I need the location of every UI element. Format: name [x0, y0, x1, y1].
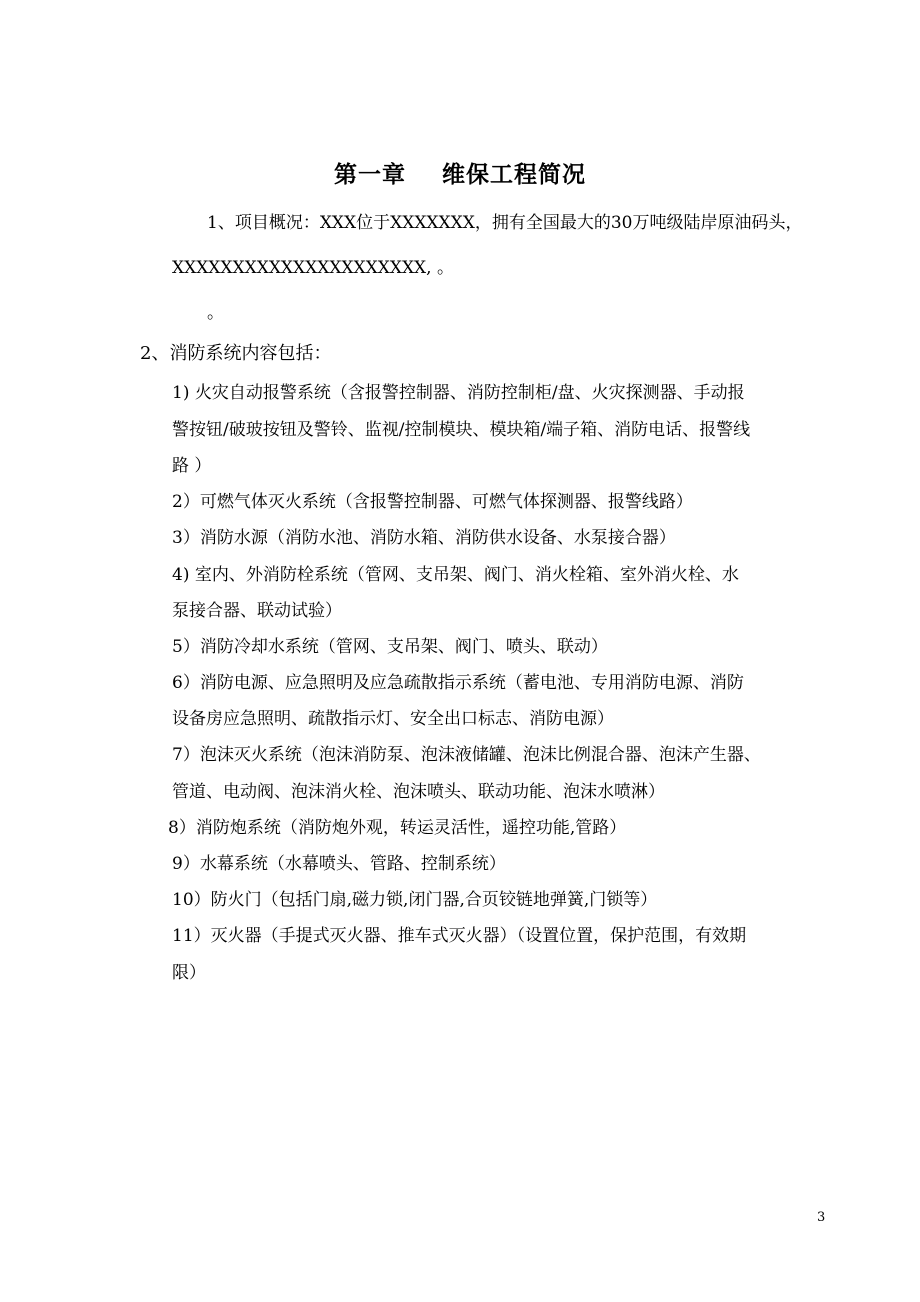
list-line: 限） [172, 963, 206, 983]
overview-line-1: 1、项目概况：XXX位于XXXXXXX，拥有全国最大的30万吨级陆岸原油码头， [207, 213, 803, 233]
list-line: 路 ） [172, 456, 212, 476]
list-line: 管道、电动阀、泡沫消火栓、泡沫喷头、联动功能、泡沫水喷淋） [172, 782, 665, 802]
overview-line-2: XXXXXXXXXXXXXXXXXXXXX, 。 [172, 258, 454, 278]
page-number: 3 [817, 1210, 826, 1225]
list-line: 6）消防电源、应急照明及应急疏散指示系统（蓄电池、专用消防电源、消防 [172, 673, 744, 693]
list-line: 10）防火门（包括门扇,磁力锁,闭门器,合页铰链地弹簧,门锁等） [172, 890, 658, 910]
list-line: 3）消防水源（消防水池、消防水箱、消防供水设备、水泵接合器） [172, 528, 676, 548]
list-line: 7）泡沫灭火系统（泡沫消防泵、泡沫液储罐、泡沫比例混合器、泡沫产生器、 [172, 745, 761, 765]
list-line: 4) 室内、外消防栓系统（管网、支吊架、阀门、消火栓箱、室外消火栓、水 [172, 565, 739, 585]
list-line: 警按钮/破玻按钮及警铃、监视/控制模块、模块箱/端子箱、消防电话、报警线 [172, 420, 751, 440]
overview-line-3: 。 [207, 303, 224, 323]
list-line: 5）消防冷却水系统（管网、支吊架、阀门、喷头、联动） [172, 637, 608, 657]
chapter-title: 第一章 维保工程简况 [333, 161, 587, 188]
list-line: 11）灭火器（手提式灭火器、推车式灭火器）（设置位置，保护范围，有效期 [172, 926, 747, 946]
list-line: 泵接合器、联动试验） [172, 601, 342, 621]
list-line: 2）可燃气体灭火系统（含报警控制器、可燃气体探测器、报警线路） [172, 492, 693, 512]
section-heading: 2、消防系统内容包括： [140, 343, 332, 364]
list-line: 8）消防炮系统（消防炮外观，转运灵活性，遥控功能,管路） [168, 818, 627, 838]
list-line: 9）水幕系统（水幕喷头、管路、控制系统） [172, 854, 506, 874]
list-line: 1) 火灾自动报警系统（含报警控制器、消防控制柜/盘、火灾探测器、手动报 [172, 383, 745, 403]
list-line: 设备房应急照明、疏散指示灯、安全出口标志、消防电源） [172, 709, 614, 729]
